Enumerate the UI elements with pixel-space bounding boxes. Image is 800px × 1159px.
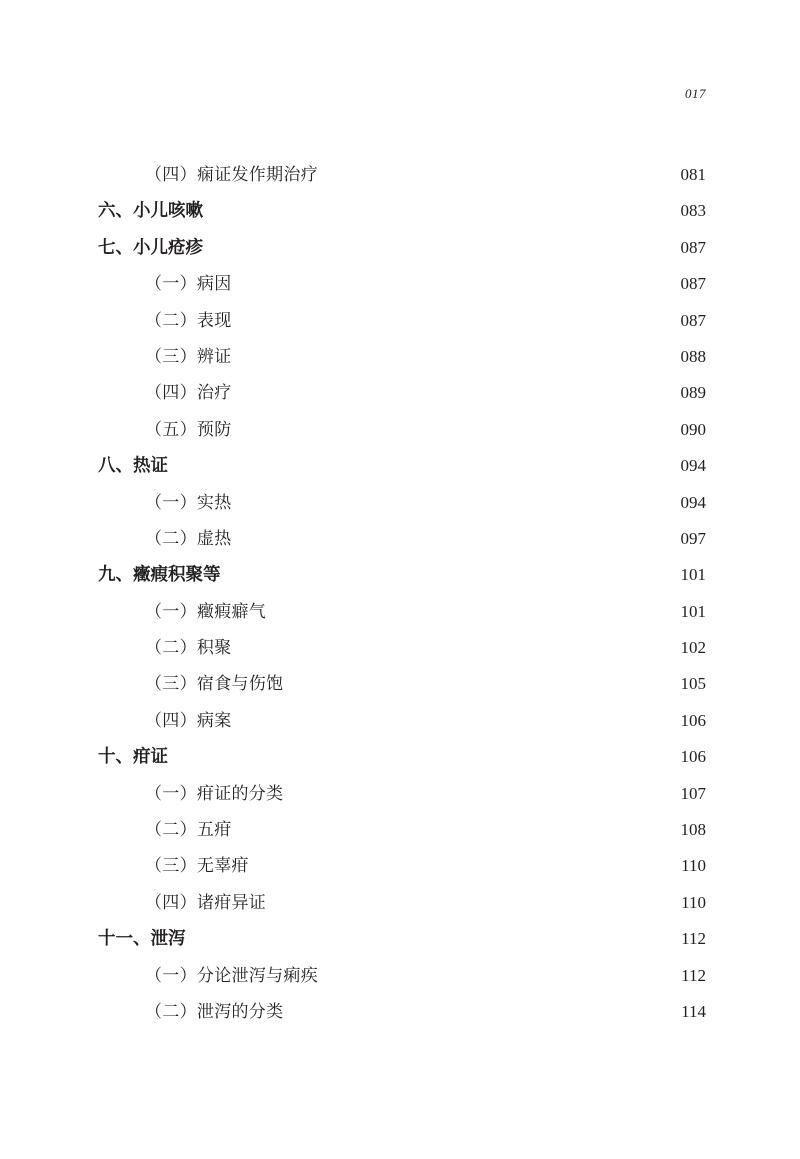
toc-entry-page: 088 [680,346,706,366]
toc-entry-title: （四）诸疳异证 [145,892,267,913]
toc-entry-page: 114 [681,1001,706,1021]
toc-entry-page: 106 [680,747,706,767]
toc-entry-page: 112 [681,929,706,949]
toc-entry-title: （一）疳证的分类 [145,783,284,804]
toc-section-entry[interactable] [0,448,800,484]
toc-entry-title: （二）泄泻的分类 [145,1001,284,1022]
toc-entry-page: 083 [680,201,706,221]
toc-entry-title: 十、疳证 [98,747,168,768]
toc-subsection-entry[interactable] [0,958,800,994]
toc-entry-title: 八、热证 [98,456,168,477]
toc-entry-page: 110 [681,856,706,876]
toc-entry-page: 101 [680,601,706,621]
toc-entry-page: 101 [680,565,706,585]
toc-entry-page: 094 [680,492,706,512]
toc-entry-page: 097 [680,528,706,548]
toc-entry-page: 089 [680,383,706,403]
toc-entry-title: （三）宿食与伤饱 [145,674,284,695]
toc-entry-title: （四）痫证发作期治疗 [145,165,318,185]
toc-entry-title: （二）表现 [145,310,232,331]
toc-subsection-entry[interactable] [0,485,800,521]
toc-subsection-entry[interactable] [0,412,800,448]
toc-subsection-entry[interactable] [0,812,800,848]
toc-entry-title: 十一、泄泻 [98,929,186,950]
toc-entry-title: （五）预防 [145,419,232,440]
toc-entry-page: 106 [680,710,706,730]
toc-entry-title: （三）无辜疳 [145,856,249,877]
toc-subsection-entry[interactable] [0,848,800,884]
toc-section-entry[interactable] [0,193,800,229]
toc-section-entry[interactable] [0,557,800,593]
toc-entry-page: 094 [680,456,706,476]
toc-entry-title: （三）辨证 [145,346,232,367]
toc-entry-title: （二）虚热 [145,528,232,549]
toc-section-entry[interactable] [0,739,800,775]
toc-section-entry[interactable] [0,921,800,957]
toc-entry-title: （二）五疳 [145,820,232,841]
toc-section-entry[interactable] [0,230,800,266]
toc-entry-page: 087 [680,237,706,257]
toc-subsection-entry[interactable] [0,666,800,702]
toc-entry-page: 108 [680,820,706,840]
toc-entry-page: 087 [680,310,706,330]
toc-entry-title: （四）病案 [145,710,232,731]
toc-entry-page: 090 [680,419,706,439]
toc-entry-title: （一）病因 [145,274,232,295]
toc-entry-title: （一）癥瘕癖气 [145,601,267,622]
toc-entry-page: 087 [680,274,706,294]
toc-entry-title: （一）分论泄泻与痢疾 [145,965,318,986]
toc-subsection-entry[interactable] [0,375,800,411]
toc-subsection-entry[interactable] [0,339,800,375]
toc-entry-title: （二）积聚 [145,638,232,659]
toc-subsection-entry[interactable] [0,157,800,193]
toc-subsection-entry[interactable] [0,521,800,557]
toc-subsection-entry[interactable] [0,594,800,630]
toc-subsection-entry[interactable] [0,885,800,921]
toc-entry-title: （一）实热 [145,492,232,513]
page-number: 017 [685,86,706,101]
table-of-contents [0,157,800,1030]
toc-entry-title: （四）治疗 [145,383,232,404]
toc-subsection-entry[interactable] [0,630,800,666]
toc-entry-page: 110 [681,892,706,912]
toc-entry-title: 七、小儿疮疹 [98,237,203,258]
toc-subsection-entry[interactable] [0,703,800,739]
toc-entry-title: 六、小儿咳嗽 [98,201,203,222]
toc-entry-page: 112 [681,965,706,985]
toc-entry-page: 105 [680,674,706,694]
toc-subsection-entry[interactable] [0,266,800,302]
toc-entry-page: 102 [680,638,706,658]
toc-entry-page: 107 [680,783,706,803]
toc-entry-title: 九、癥瘕积聚等 [98,565,221,586]
toc-subsection-entry[interactable] [0,994,800,1030]
toc-subsection-entry[interactable] [0,776,800,812]
toc-entry-page: 081 [680,165,706,184]
toc-subsection-entry[interactable] [0,303,800,339]
